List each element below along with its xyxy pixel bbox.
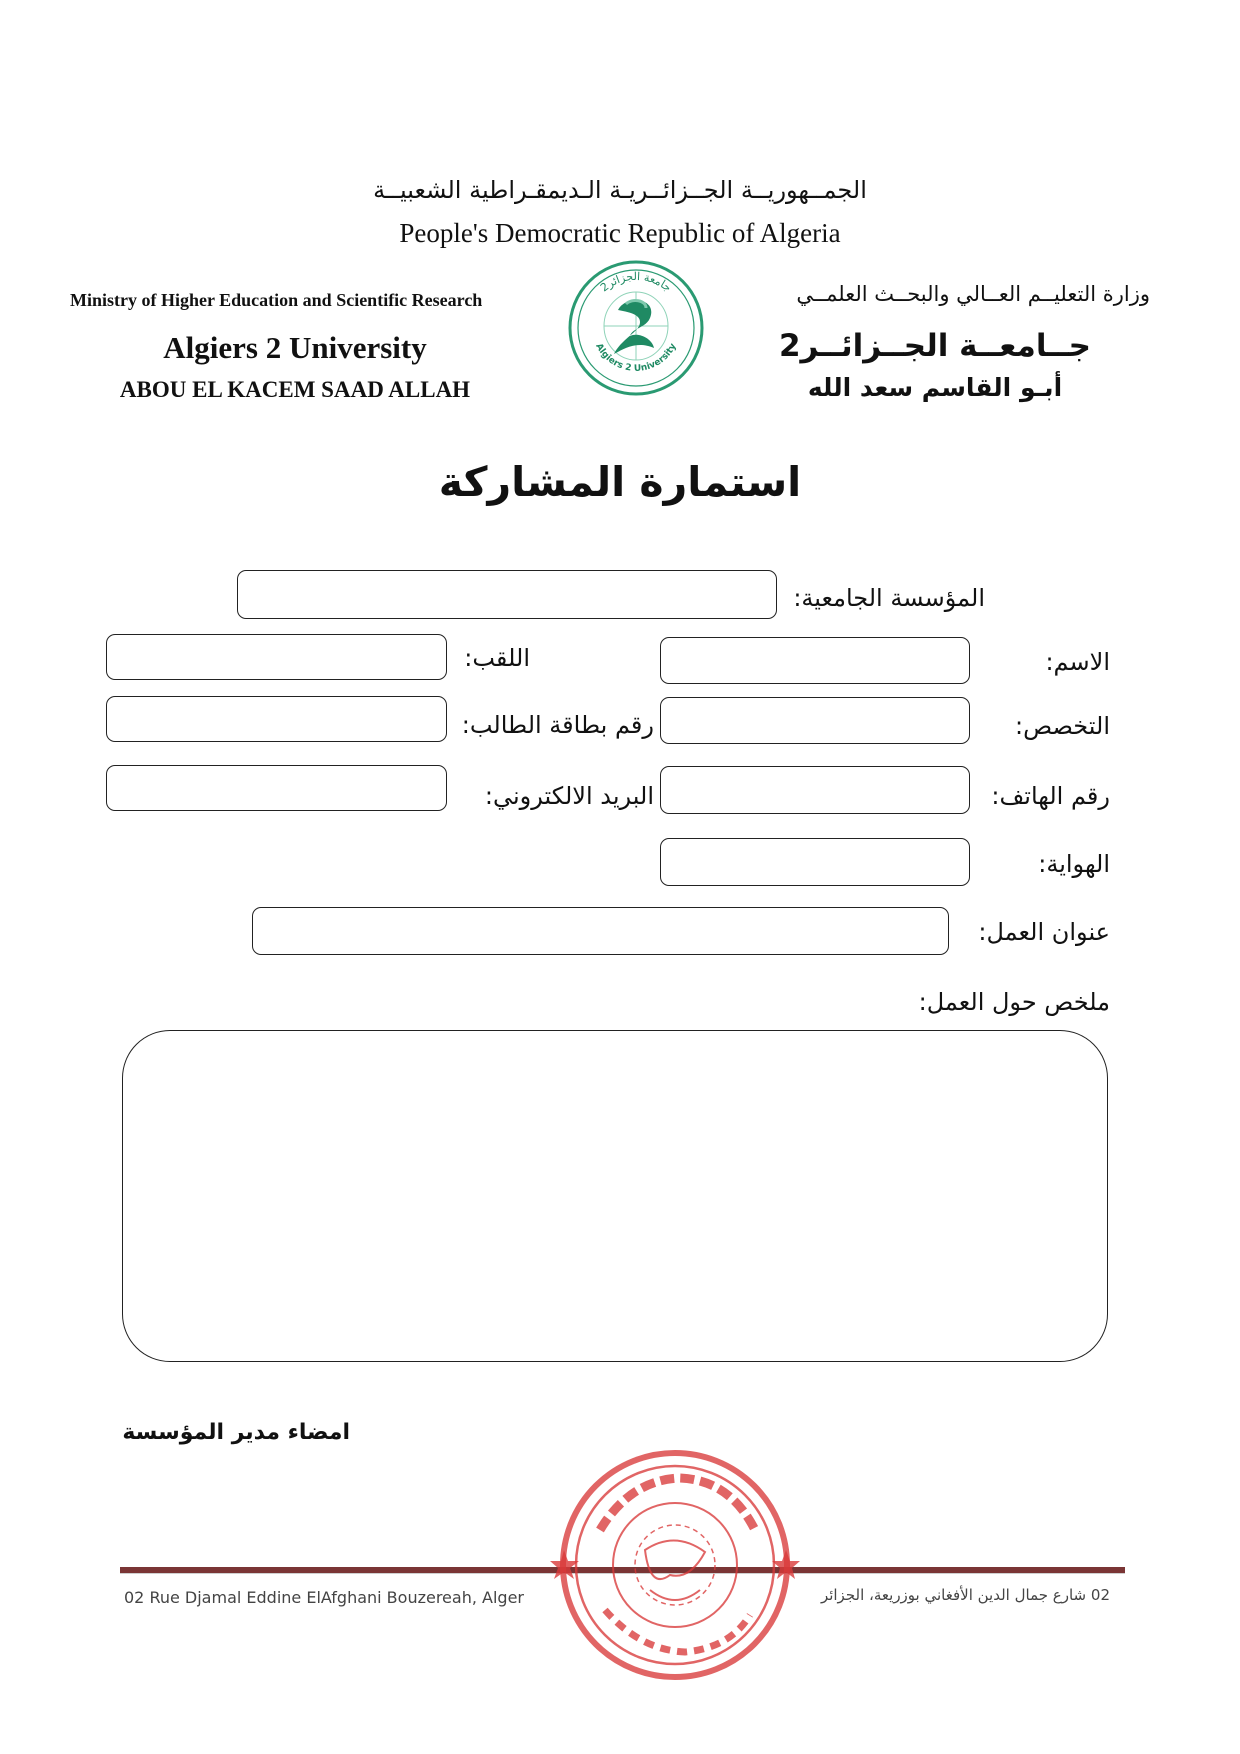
phone-field[interactable] bbox=[660, 766, 970, 814]
specialty-field[interactable] bbox=[660, 697, 970, 744]
student-card-field[interactable] bbox=[106, 696, 447, 742]
first-name-field[interactable] bbox=[660, 637, 970, 684]
university-name-en: Algiers 2 University bbox=[163, 330, 427, 365]
hobby-field[interactable] bbox=[660, 838, 970, 886]
hobby-label: الهواية: bbox=[1038, 850, 1110, 878]
last-name-label: اللقب: bbox=[464, 644, 530, 672]
specialty-label: التخصص: bbox=[1014, 712, 1110, 740]
official-stamp bbox=[550, 1440, 800, 1690]
form-title: استمارة المشاركة bbox=[438, 458, 802, 506]
director-signature-label: امضاء مدير المؤسسة bbox=[122, 1420, 350, 1445]
work-title-label: عنوان العمل: bbox=[978, 918, 1110, 946]
university-logo bbox=[566, 258, 706, 398]
university-subtitle-en: ABOU EL KACEM SAAD ALLAH bbox=[119, 377, 471, 402]
work-summary-label: ملخص حول العمل: bbox=[918, 988, 1110, 1016]
institution-label: المؤسسة الجامعية: bbox=[793, 584, 985, 612]
university-name-ar: جــامعــة الجــزائــر2 bbox=[778, 328, 1092, 364]
ministry-name-ar: وزارة التعليــم العــالي والبحــث العلمــي bbox=[796, 282, 1150, 306]
last-name-field[interactable] bbox=[106, 634, 447, 680]
phone-label: رقم الهاتف: bbox=[991, 782, 1110, 810]
work-summary-textarea[interactable] bbox=[122, 1030, 1108, 1362]
university-subtitle-ar: أبـو القاسم سعد الله bbox=[807, 373, 1063, 402]
email-label: البريد الالكتروني: bbox=[484, 782, 654, 810]
ministry-name-en: Ministry of Higher Education and Scientific Research bbox=[70, 290, 483, 310]
email-field[interactable] bbox=[106, 765, 447, 811]
university-logo-emblem-icon bbox=[566, 258, 706, 398]
republic-title-ar: الجمــهوريــة الجــزائــريـة الـديمقـراطية الشعبيــة bbox=[373, 176, 867, 204]
logo-bottom-text: Algiers 2 University bbox=[593, 341, 679, 374]
official-red-stamp-icon bbox=[550, 1440, 800, 1690]
logo-top-text: جامعة الجزائر2 bbox=[597, 269, 675, 295]
student-card-label: رقم بطاقة الطالب: bbox=[461, 711, 654, 739]
footer-address-ar: 02 شارع جمال الدين الأفغاني بوزريعة، الجزائر bbox=[820, 1586, 1110, 1604]
first-name-label: الاسم: bbox=[1045, 648, 1110, 676]
work-title-field[interactable] bbox=[252, 907, 949, 955]
institution-field[interactable] bbox=[237, 570, 777, 619]
footer-address-en: 02 Rue Djamal Eddine ElAfghani Bouzereah, Alger bbox=[124, 1588, 524, 1607]
republic-title-en: People's Democratic Republic of Algeria bbox=[399, 218, 841, 248]
svg-text:جامعة الجزائر2 bbox=[598, 270, 674, 294]
